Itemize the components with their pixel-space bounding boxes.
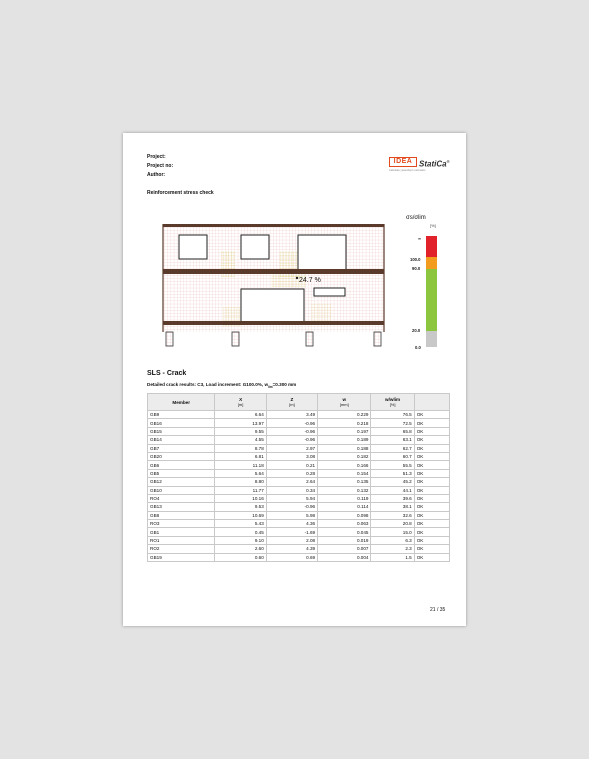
cell-z: 3.08: [266, 452, 317, 460]
cell-w: 0.229: [318, 411, 371, 419]
opening: [298, 235, 346, 270]
cell-member: GB13: [148, 503, 215, 511]
table-row: [148, 411, 450, 419]
cell-status: OK: [414, 427, 449, 435]
cell-w: 0.019: [318, 536, 371, 544]
table-row: [148, 419, 450, 427]
table-row: [148, 427, 450, 435]
page-number: 21 / 35: [430, 607, 446, 613]
cell-x: 0.45: [215, 528, 266, 536]
column: [306, 332, 313, 346]
table-row: [148, 478, 450, 486]
cell-z: 2.64: [266, 478, 317, 486]
cell-status: OK: [414, 478, 449, 486]
cell-member: GB19: [148, 553, 215, 561]
cell-member: RO3: [148, 520, 215, 528]
table-row: [148, 520, 450, 528]
cell-x: 2.60: [215, 545, 266, 553]
cell-member: RO1: [148, 536, 215, 544]
project-no-label: Project no:: [147, 163, 174, 169]
column: [166, 332, 173, 346]
cell-w: 0.114: [318, 503, 371, 511]
cell-x: 5.43: [215, 520, 266, 528]
cell-status: OK: [414, 520, 449, 528]
cell-status: OK: [414, 494, 449, 502]
legend-color-bar: [426, 236, 437, 347]
cell-w: 0.188: [318, 444, 371, 452]
cell-z: -0.96: [266, 436, 317, 444]
cell-w: 0.189: [318, 436, 371, 444]
cell-w: 0.119: [318, 494, 371, 502]
cell-x: 5.64: [215, 469, 266, 477]
cell-ratio: 15.0: [371, 528, 414, 536]
legend-red: [426, 236, 437, 257]
cell-ratio: 55.5: [371, 461, 414, 469]
cell-member: GB15: [148, 427, 215, 435]
cell-ratio: 51.3: [371, 469, 414, 477]
reinforcement-stress-diagram: [161, 211, 386, 353]
legend-label-90: 90.0: [412, 266, 421, 271]
table-row: [148, 436, 450, 444]
table-row: [148, 528, 450, 536]
legend-label-inf: ∞: [418, 236, 421, 241]
logo-name: StatiCa: [419, 159, 447, 169]
cell-ratio: 38.1: [371, 503, 414, 511]
col-ratio: w/wlim [%]: [371, 394, 414, 411]
cell-z: 0.21: [266, 461, 317, 469]
table-row: [148, 536, 450, 544]
cell-w: 0.218: [318, 419, 371, 427]
stress-section-title: Reinforcement stress check: [147, 190, 214, 196]
cell-x: 0.60: [215, 553, 266, 561]
cell-x: 10.16: [215, 494, 266, 502]
legend-green: [426, 269, 437, 331]
cell-ratio: 76.5: [371, 411, 414, 419]
cell-x: 9.53: [215, 503, 266, 511]
cell-x: 6.81: [215, 452, 266, 460]
legend-label-20: 20.0: [412, 328, 421, 333]
max-marker: [296, 277, 298, 279]
cell-x: 8.80: [215, 478, 266, 486]
cell-ratio: 32.6: [371, 511, 414, 519]
cell-member: GB14: [148, 436, 215, 444]
column: [232, 332, 239, 346]
idea-statica-logo: [389, 157, 449, 175]
cell-z: 0.69: [266, 553, 317, 561]
crack-results-table: [147, 393, 450, 562]
cell-status: OK: [414, 536, 449, 544]
column: [374, 332, 381, 346]
cell-x: 10.69: [215, 511, 266, 519]
col-status: [414, 394, 449, 411]
table-row: [148, 503, 450, 511]
cell-member: GB20: [148, 452, 215, 460]
col-z: Z [m]: [266, 394, 317, 411]
cell-w: 0.182: [318, 452, 371, 460]
legend-title: σs/σlim: [406, 215, 426, 221]
cell-member: GB1: [148, 528, 215, 536]
cell-x: 9.10: [215, 536, 266, 544]
table-row: [148, 461, 450, 469]
cell-member: GB12: [148, 478, 215, 486]
legend-label-0: 0.0: [415, 345, 421, 350]
cell-w: 0.197: [318, 427, 371, 435]
cell-z: -0.96: [266, 427, 317, 435]
cell-status: OK: [414, 444, 449, 452]
col-x: X [m]: [215, 394, 266, 411]
cell-x: 11.77: [215, 486, 266, 494]
cell-z: 3.49: [266, 411, 317, 419]
cell-w: 0.132: [318, 486, 371, 494]
cell-w: 0.135: [318, 478, 371, 486]
cell-w: 0.098: [318, 511, 371, 519]
cell-status: OK: [414, 461, 449, 469]
table-row: [148, 494, 450, 502]
cell-ratio: 63.1: [371, 436, 414, 444]
author-label: Author:: [147, 172, 166, 178]
col-member: Member: [148, 394, 215, 411]
mid-slab: [163, 269, 384, 274]
cell-z: 2.97: [266, 444, 317, 452]
max-ratio-label: 24.7 %: [299, 277, 321, 284]
cell-w: 0.154: [318, 469, 371, 477]
project-label: Project:: [147, 154, 166, 160]
cell-ratio: 2.3: [371, 545, 414, 553]
cell-z: -0.96: [266, 419, 317, 427]
cell-status: OK: [414, 553, 449, 561]
opening: [241, 235, 269, 259]
cell-member: GB6: [148, 461, 215, 469]
cell-status: OK: [414, 511, 449, 519]
cell-w: 0.166: [318, 461, 371, 469]
cell-status: OK: [414, 419, 449, 427]
opening: [179, 235, 207, 259]
table-row: [148, 553, 450, 561]
cell-status: OK: [414, 436, 449, 444]
cell-z: 4.36: [266, 520, 317, 528]
cell-w: 0.004: [318, 553, 371, 561]
cell-status: OK: [414, 469, 449, 477]
cell-w: 0.007: [318, 545, 371, 553]
cell-x: 4.55: [215, 436, 266, 444]
bottom-slab: [163, 321, 384, 325]
cell-z: 5.94: [266, 494, 317, 502]
cell-z: 4.39: [266, 545, 317, 553]
cell-member: GB7: [148, 444, 215, 452]
cell-status: OK: [414, 503, 449, 511]
table-row: [148, 452, 450, 460]
cell-member: GB8: [148, 511, 215, 519]
cell-status: OK: [414, 452, 449, 460]
logo-mark: ®: [446, 159, 450, 164]
table-row: [148, 545, 450, 553]
cell-z: 0.28: [266, 469, 317, 477]
cell-ratio: 65.8: [371, 427, 414, 435]
cell-ratio: 72.5: [371, 419, 414, 427]
cell-z: 0.34: [266, 486, 317, 494]
crack-subtitle: Detailed crack results: C3, Load increment: G100.0%, $w_{lim}=0.300$ mm: [147, 382, 297, 389]
cell-z: -1.69: [266, 528, 317, 536]
cell-ratio: 39.6: [371, 494, 414, 502]
cell-member: RO2: [148, 545, 215, 553]
cell-x: 11.18: [215, 461, 266, 469]
logo-box-text: IDEA: [389, 157, 417, 167]
logo-tagline: Calculate yesterday's estimates: [389, 169, 426, 172]
table-row: [148, 444, 450, 452]
cell-ratio: 45.2: [371, 478, 414, 486]
cell-ratio: 60.7: [371, 452, 414, 460]
table-row: [148, 511, 450, 519]
table-row: [148, 469, 450, 477]
cell-status: OK: [414, 411, 449, 419]
cell-ratio: 6.3: [371, 536, 414, 544]
opening: [314, 288, 345, 296]
top-slab: [163, 224, 384, 227]
report-page: [123, 133, 466, 626]
cell-status: OK: [414, 545, 449, 553]
cell-member: GB16: [148, 419, 215, 427]
cell-member: GB5: [148, 469, 215, 477]
cell-x: 13.97: [215, 419, 266, 427]
cell-z: -0.96: [266, 503, 317, 511]
cell-w: 0.045: [318, 528, 371, 536]
cell-ratio: 1.5: [371, 553, 414, 561]
cell-member: RO4: [148, 494, 215, 502]
opening: [241, 289, 304, 323]
cell-x: 8.78: [215, 444, 266, 452]
cell-member: GB9: [148, 411, 215, 419]
cell-status: OK: [414, 528, 449, 536]
cell-ratio: 62.7: [371, 444, 414, 452]
report-header: [147, 153, 173, 180]
legend-unit: [%]: [430, 223, 436, 228]
cell-x: 9.55: [215, 427, 266, 435]
table-row: [148, 486, 450, 494]
col-w: w [mm]: [318, 394, 371, 411]
cell-z: 5.98: [266, 511, 317, 519]
cell-w: 0.063: [318, 520, 371, 528]
cell-ratio: 44.1: [371, 486, 414, 494]
legend-orange: [426, 257, 437, 269]
legend-label-100: 100.0: [410, 257, 421, 262]
cell-z: 2.08: [266, 536, 317, 544]
crack-section-title: SLS - Crack: [147, 370, 187, 377]
cell-ratio: 20.8: [371, 520, 414, 528]
cell-x: 6.64: [215, 411, 266, 419]
cell-member: GB10: [148, 486, 215, 494]
legend-gray: [426, 331, 437, 347]
cell-status: OK: [414, 486, 449, 494]
